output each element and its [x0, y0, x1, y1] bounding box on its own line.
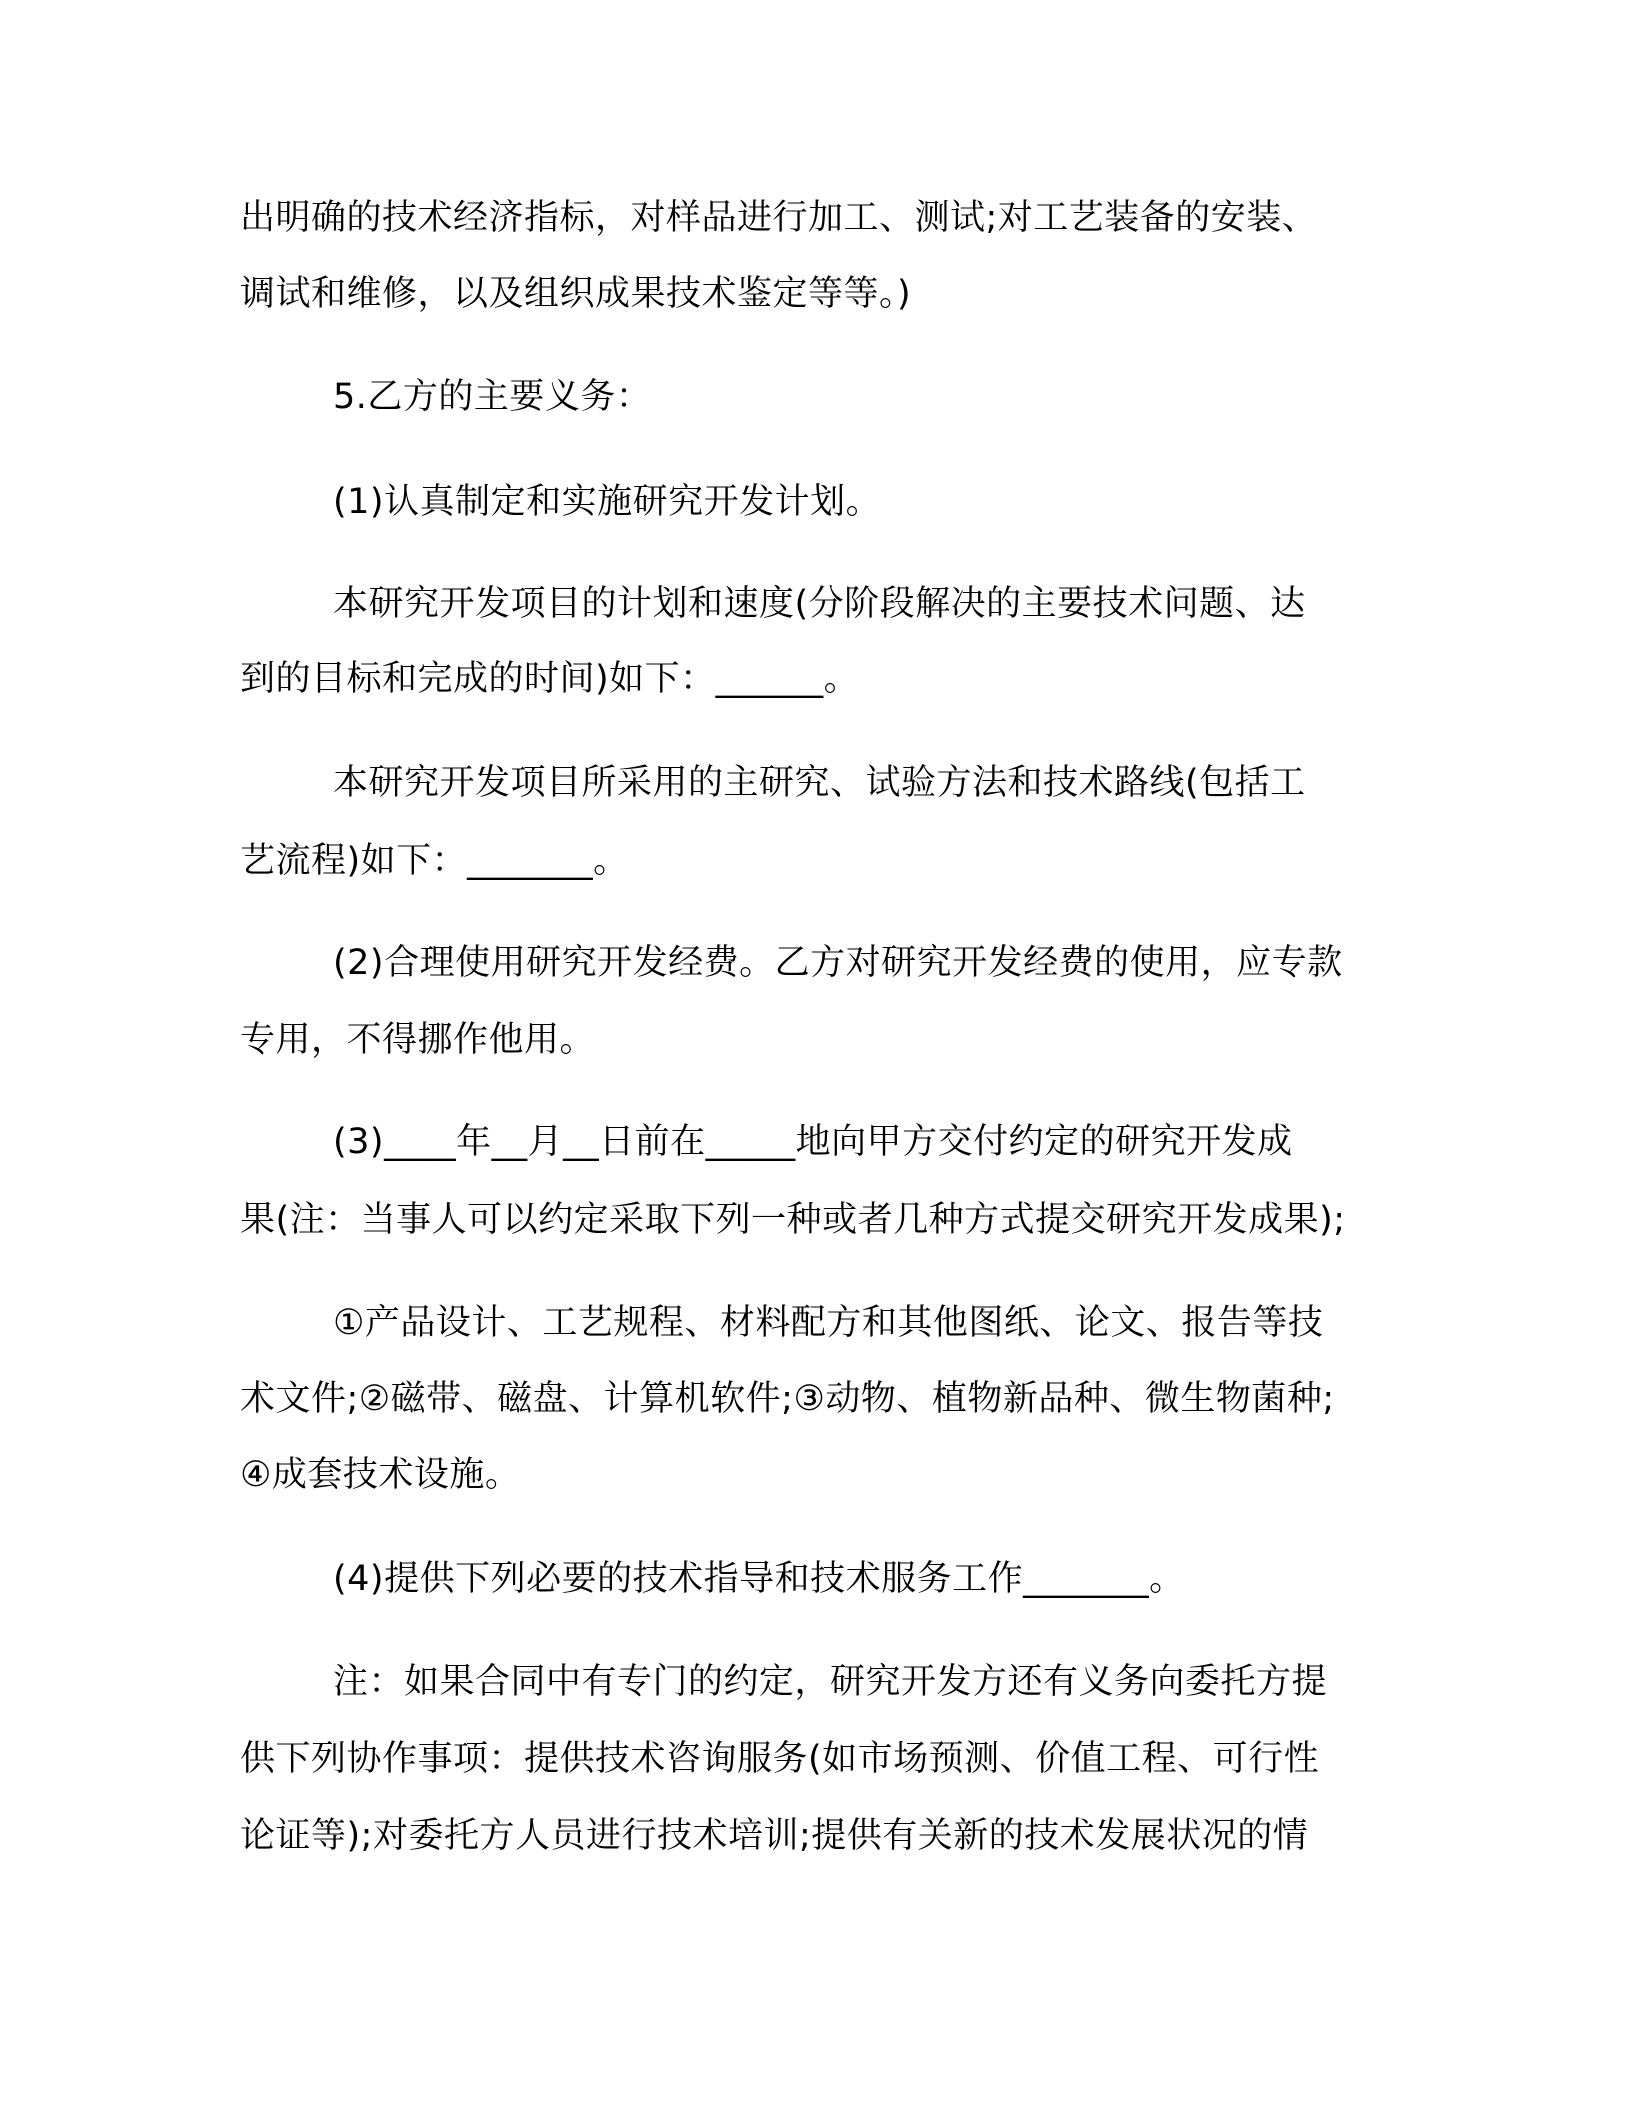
- text-line: 供下列协作事项：提供技术咨询服务(如市场预测、价值工程、可行性: [240, 1739, 1320, 1779]
- text-line: 论证等);对委托方人员进行技术培训;提供有关新的技术发展状况的情: [240, 1816, 1309, 1856]
- text-line: 艺流程)如下：_______。: [240, 841, 629, 881]
- text-line: (3)____年__月__日前在_____地向甲方交付约定的研究开发成: [333, 1122, 1293, 1162]
- text-line: 本研究开发项目的计划和速度(分阶段解决的主要技术问题、达: [333, 584, 1306, 624]
- text-line: 本研究开发项目所采用的主研究、试验方法和技术路线(包括工: [333, 763, 1306, 803]
- text-line: (1)认真制定和实施研究开发计划。: [333, 482, 882, 522]
- text-line: 专用，不得挪作他用。: [240, 1020, 596, 1060]
- section-heading: 5.乙方的主要义务：: [333, 377, 652, 417]
- text-line: 到的目标和完成的时间)如下：______。: [240, 659, 860, 699]
- text-line: ④成套技术设施。: [240, 1455, 521, 1495]
- text-line: (2)合理使用研究开发经费。乙方对研究开发经费的使用，应专款: [333, 943, 1343, 983]
- text-line: 术文件;②磁带、磁盘、计算机软件;③动物、植物新品种、微生物菌种;: [240, 1379, 1335, 1419]
- text-line: 注：如果合同中有专门的约定，研究开发方还有义务向委托方提: [333, 1662, 1328, 1702]
- text-line: ①产品设计、工艺规程、材料配方和其他图纸、论文、报告等技: [333, 1303, 1324, 1343]
- text-line: 果(注：当事人可以约定采取下列一种或者几种方式提交研究开发成果);: [240, 1200, 1346, 1240]
- text-line: 调试和维修，以及组织成果技术鉴定等等。): [240, 274, 912, 314]
- text-line: 出明确的技术经济指标，对样品进行加工、测试;对工艺装备的安装、: [240, 198, 1318, 238]
- text-line: (4)提供下列必要的技术指导和技术服务工作_______。: [333, 1559, 1185, 1599]
